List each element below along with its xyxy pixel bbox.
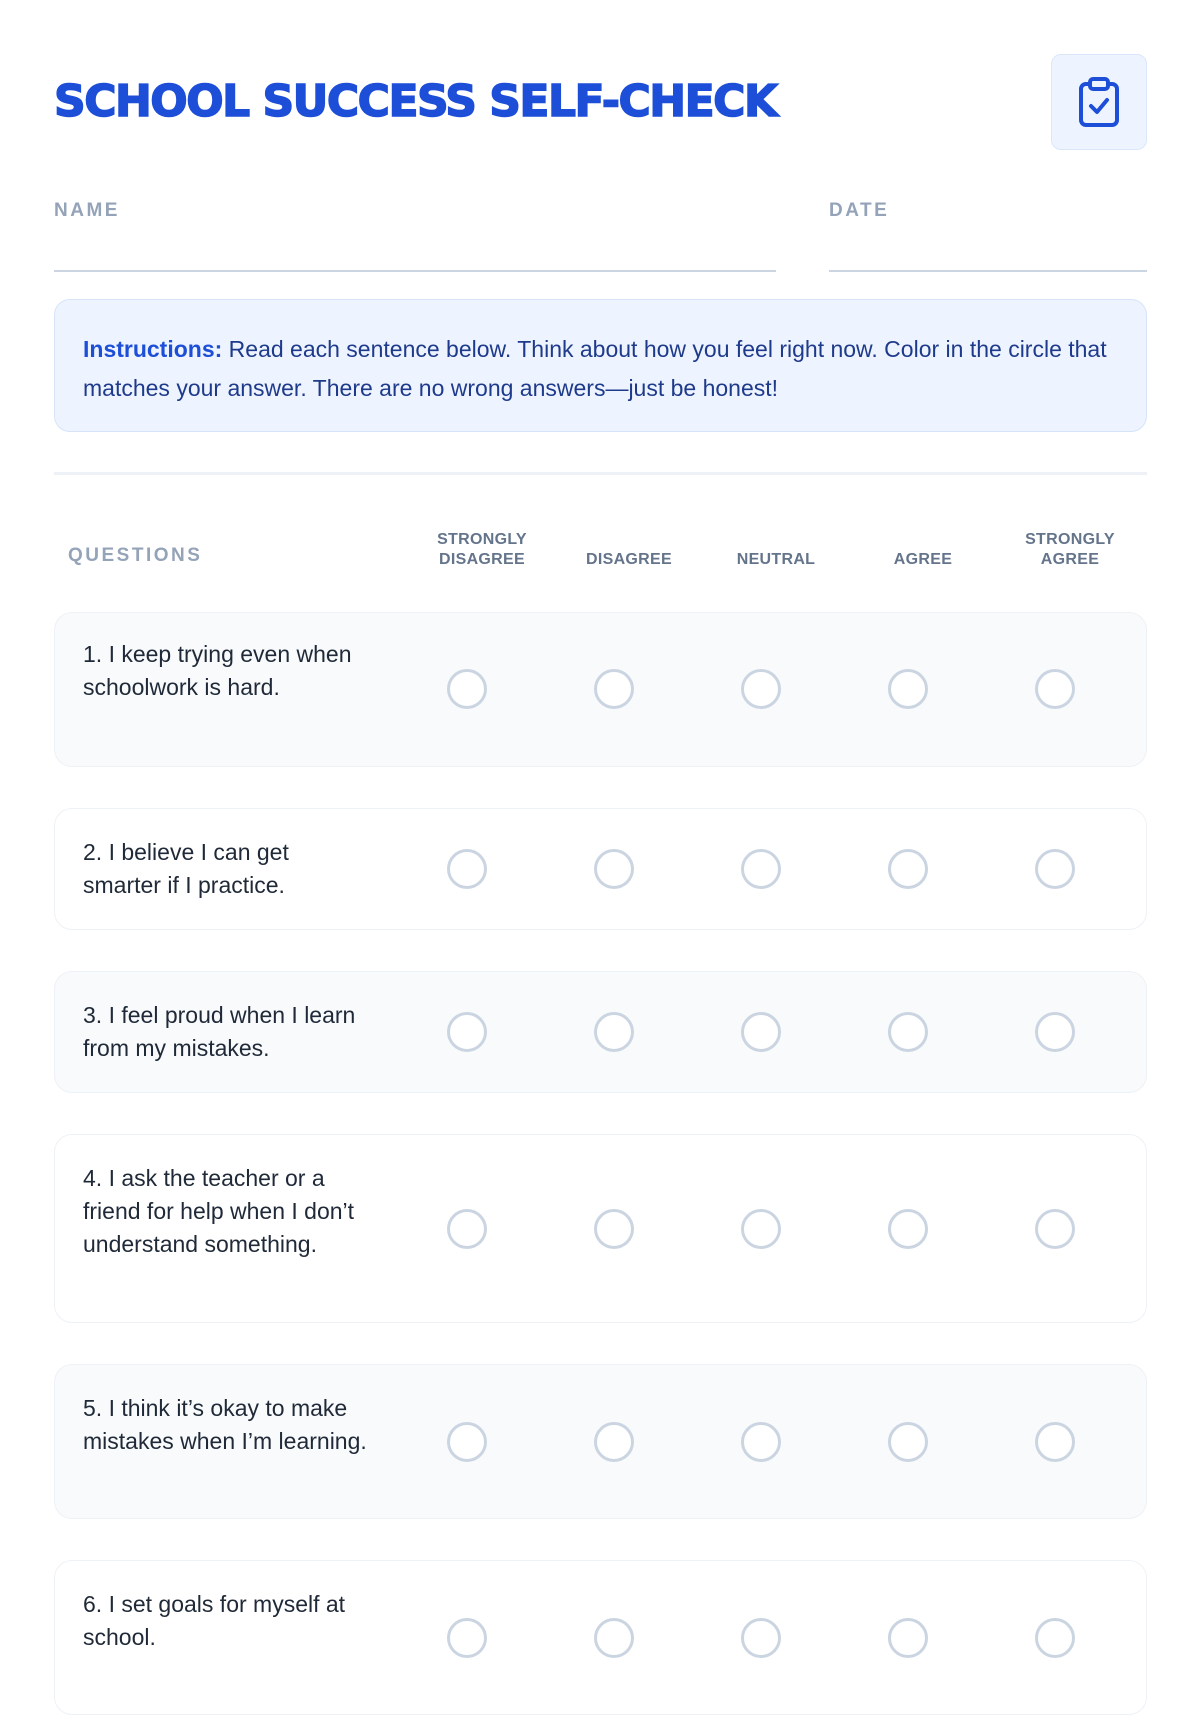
question-row-1 xyxy=(54,612,1147,767)
scale-header-line: STRONGLY xyxy=(437,531,527,548)
date-label: DATE xyxy=(829,200,890,221)
page-title: SCHOOL SUCCESS SELF-CHECK xyxy=(54,76,777,127)
radio-neutral[interactable] xyxy=(741,669,781,709)
radio-agree[interactable] xyxy=(888,1209,928,1249)
name-label: NAME xyxy=(54,200,120,221)
question-text: 1. I keep trying even when schoolwork is hard. xyxy=(83,641,352,700)
instructions-text: Read each sentence below. Think about how you feel right now. Color in the circle that matches your answer. There are no wrong answers—just be honest! xyxy=(83,336,1107,401)
radio-agree[interactable] xyxy=(888,669,928,709)
scale-header-disagree xyxy=(564,550,694,570)
radio-strongly-disagree[interactable] xyxy=(447,849,487,889)
scale-header-line: NEUTRAL xyxy=(736,551,816,568)
question-text: 6. I set goals for myself at school. xyxy=(83,1591,346,1650)
scale-header-line: DISAGREE xyxy=(586,551,672,568)
radio-agree[interactable] xyxy=(888,1422,928,1462)
radio-strongly-disagree[interactable] xyxy=(447,669,487,709)
question-text: 4. I ask the teacher or a friend for help when I don’t understand something. xyxy=(83,1165,355,1257)
radio-neutral[interactable] xyxy=(741,1209,781,1249)
instructions-lead: Instructions: xyxy=(83,336,223,362)
radio-strongly-agree[interactable] xyxy=(1035,849,1075,889)
question-row-6 xyxy=(54,1560,1147,1715)
radio-agree[interactable] xyxy=(888,849,928,889)
scale-header-line: DISAGREE xyxy=(439,551,525,568)
question-row-2 xyxy=(54,808,1147,930)
instructions-box xyxy=(54,299,1147,432)
scale-header-line: AGREE xyxy=(893,551,953,568)
radio-strongly-disagree[interactable] xyxy=(447,1012,487,1052)
radio-strongly-disagree[interactable] xyxy=(447,1422,487,1462)
radio-strongly-agree[interactable] xyxy=(1035,1618,1075,1658)
scale-header-line: AGREE xyxy=(1040,551,1100,568)
radio-disagree[interactable] xyxy=(594,1618,634,1658)
radio-neutral[interactable] xyxy=(741,849,781,889)
radio-disagree[interactable] xyxy=(594,849,634,889)
scale-header-neutral xyxy=(711,550,841,570)
name-field[interactable] xyxy=(54,270,776,272)
questions-column-header: QUESTIONS xyxy=(68,545,203,566)
radio-strongly-disagree[interactable] xyxy=(447,1618,487,1658)
question-row-4 xyxy=(54,1134,1147,1323)
radio-agree[interactable] xyxy=(888,1618,928,1658)
scale-header-line: STRONGLY xyxy=(1025,531,1115,548)
section-divider xyxy=(54,472,1147,475)
date-field[interactable] xyxy=(829,270,1147,272)
radio-neutral[interactable] xyxy=(741,1422,781,1462)
radio-strongly-disagree[interactable] xyxy=(447,1209,487,1249)
radio-disagree[interactable] xyxy=(594,1422,634,1462)
question-text: 2. I believe I can get smarter if I practice. xyxy=(83,839,289,898)
scale-header-strongly-disagree xyxy=(417,530,547,570)
question-row-3 xyxy=(54,971,1147,1093)
radio-strongly-agree[interactable] xyxy=(1035,669,1075,709)
radio-disagree[interactable] xyxy=(594,669,634,709)
question-text: 3. I feel proud when I learn from my mistakes. xyxy=(83,1002,356,1061)
scale-header-strongly-agree xyxy=(1005,530,1135,570)
question-row-5 xyxy=(54,1364,1147,1519)
radio-neutral[interactable] xyxy=(741,1618,781,1658)
radio-neutral[interactable] xyxy=(741,1012,781,1052)
radio-disagree[interactable] xyxy=(594,1012,634,1052)
radio-agree[interactable] xyxy=(888,1012,928,1052)
radio-disagree[interactable] xyxy=(594,1209,634,1249)
radio-strongly-agree[interactable] xyxy=(1035,1012,1075,1052)
radio-strongly-agree[interactable] xyxy=(1035,1422,1075,1462)
clipboard-check-icon xyxy=(1051,54,1147,150)
question-text: 5. I think it’s okay to make mistakes when I’m learning. xyxy=(83,1395,367,1454)
scale-header-agree xyxy=(858,550,988,570)
radio-strongly-agree[interactable] xyxy=(1035,1209,1075,1249)
